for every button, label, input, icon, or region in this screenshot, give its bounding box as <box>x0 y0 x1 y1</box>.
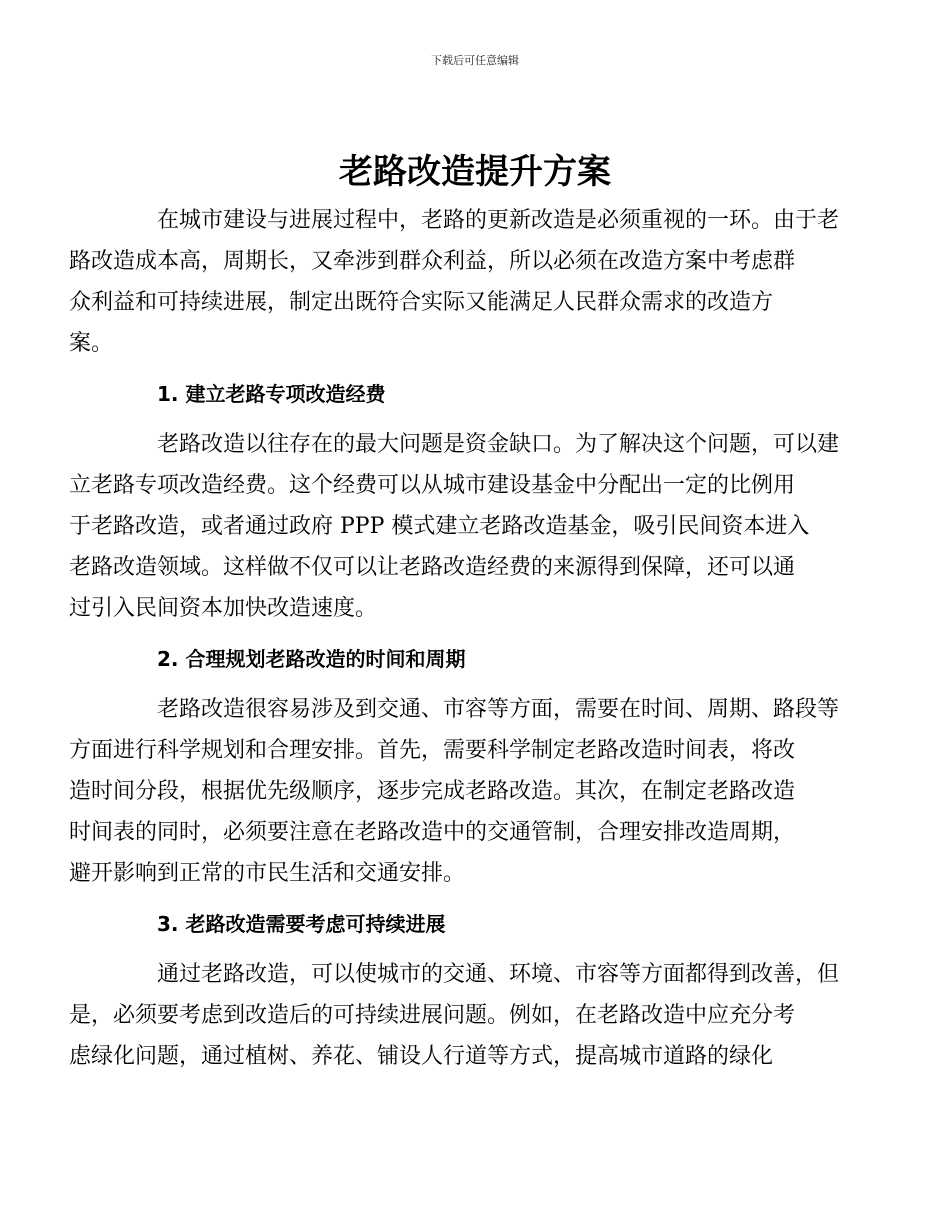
section-heading-1: 1. 建立老路专项改造经费 <box>157 382 386 406</box>
paragraph-line: 过引入民间资本加快改造速度。 <box>69 596 378 621</box>
section-heading-2: 2. 合理规划老路改造的时间和周期 <box>157 647 466 671</box>
section-heading-3: 3. 老路改造需要考虑可持续进展 <box>157 912 446 936</box>
section-2-paragraph <box>69 689 840 894</box>
paragraph-line: 案。 <box>69 331 114 356</box>
paragraph-line: 于老路改造，或者通过政府 PPP 模式建立老路改造基金，吸引民间资本进入 <box>69 514 810 539</box>
paragraph-line: 路改造成本高，周期长，又牵涉到群众利益，所以必须在改造方案中考虑群 <box>69 249 796 274</box>
paragraph-line: 老路改造以往存在的最大问题是资金缺口。为了解决这个问题，可以建 <box>157 432 840 457</box>
section-3-paragraph <box>69 954 840 1077</box>
section-1-paragraph <box>69 424 840 629</box>
intro-paragraph <box>69 200 840 364</box>
paragraph-line: 时间表的同时，必须要注意在老路改造中的交通管制，合理安排改造周期， <box>69 820 796 845</box>
document-title: 老路改造提升方案 <box>339 152 611 192</box>
paragraph-line: 在城市建设与进展过程中，老路的更新改造是必须重视的一环。由于老 <box>157 208 840 233</box>
page-header-note: 下载后可任意编辑 <box>431 54 519 67</box>
paragraph-line: 是，必须要考虑到改造后的可持续进展问题。例如，在老路改造中应充分考 <box>69 1003 796 1028</box>
paragraph-line: 老路改造很容易涉及到交通、市容等方面，需要在时间、周期、路段等 <box>157 697 840 722</box>
paragraph-line: 老路改造领域。这样做不仅可以让老路改造经费的来源得到保障，还可以通 <box>69 555 796 580</box>
paragraph-line: 虑绿化问题，通过植树、养花、铺设人行道等方式，提高城市道路的绿化 <box>69 1044 774 1069</box>
paragraph-line: 立老路专项改造经费。这个经费可以从城市建设基金中分配出一定的比例用 <box>69 473 796 498</box>
paragraph-line: 众利益和可持续进展，制定出既符合实际又能满足人民群众需求的改造方 <box>69 290 774 315</box>
paragraph-line: 避开影响到正常的市民生活和交通安排。 <box>69 861 466 886</box>
paragraph-line: 方面进行科学规划和合理安排。首先，需要科学制定老路改造时间表，将改 <box>69 738 796 763</box>
paragraph-line: 通过老路改造，可以使城市的交通、环境、市容等方面都得到改善，但 <box>157 962 840 987</box>
document-body <box>69 200 840 1077</box>
paragraph-line: 造时间分段，根据优先级顺序，逐步完成老路改造。其次，在制定老路改造 <box>69 779 796 804</box>
